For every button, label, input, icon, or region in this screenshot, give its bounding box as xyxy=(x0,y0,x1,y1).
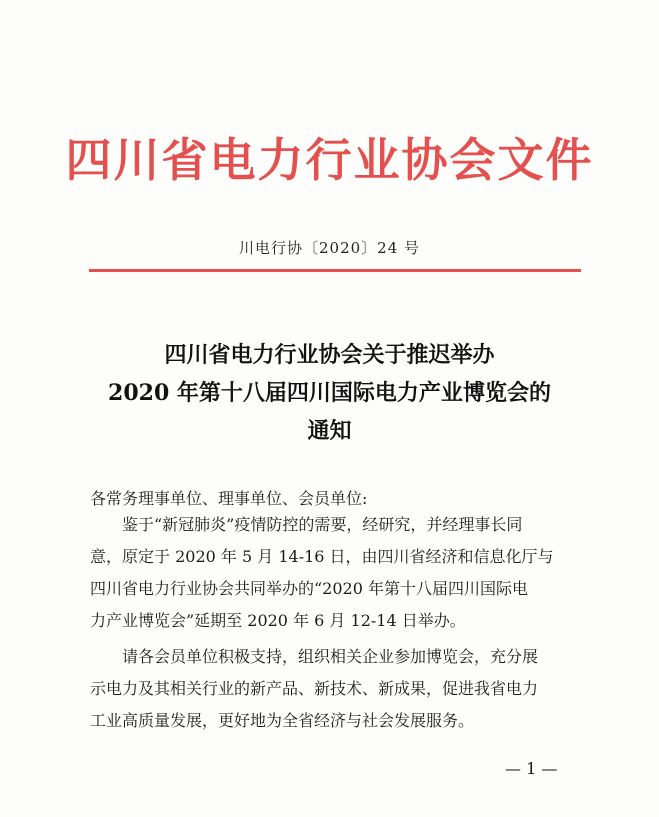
notice-title-line: 通知 xyxy=(307,418,352,444)
paragraph-line: 四川省电力行业协会共同举办的“2020 年第十八届四川国际电 xyxy=(90,579,528,598)
paragraph-line: 请各会员单位积极支持，组织相关企业参加博览会，充分展 xyxy=(122,647,539,666)
paragraph-line: 工业高质量发展，更好地为全省经济与社会发展服务。 xyxy=(90,711,475,730)
salutation: 各常务理事单位、理事单位、会员单位: xyxy=(90,489,368,508)
org-document-header: 四川省电力行业协会文件 xyxy=(65,133,594,187)
paragraph-line: 示电力及其相关行业的新产品、新技术、新成果，促进我省电力 xyxy=(90,679,539,698)
body-paragraph-1 xyxy=(90,509,580,637)
paragraph-line: 力产业博览会”延期至 2020 年 6 月 12-14 日举办。 xyxy=(90,611,466,630)
paragraph-line: 鉴于“新冠肺炎”疫情防控的需要，经研究，并经理事长同 xyxy=(122,515,523,534)
document-number: 川电行协〔2020〕24 号 xyxy=(238,239,421,257)
paragraph-line: 意，原定于 2020 年 5 月 14-16 日，由四川省经济和信息化厅与 xyxy=(90,547,554,566)
body-paragraph-2 xyxy=(90,641,580,737)
red-divider-rule xyxy=(89,269,581,272)
notice-title-line: 四川省电力行业协会关于推迟举办 xyxy=(164,342,495,368)
page-number: — 1 — xyxy=(505,759,558,778)
notice-title xyxy=(0,336,659,450)
notice-title-line: 2020 年第十八届四川国际电力产业博览会的 xyxy=(108,380,551,406)
